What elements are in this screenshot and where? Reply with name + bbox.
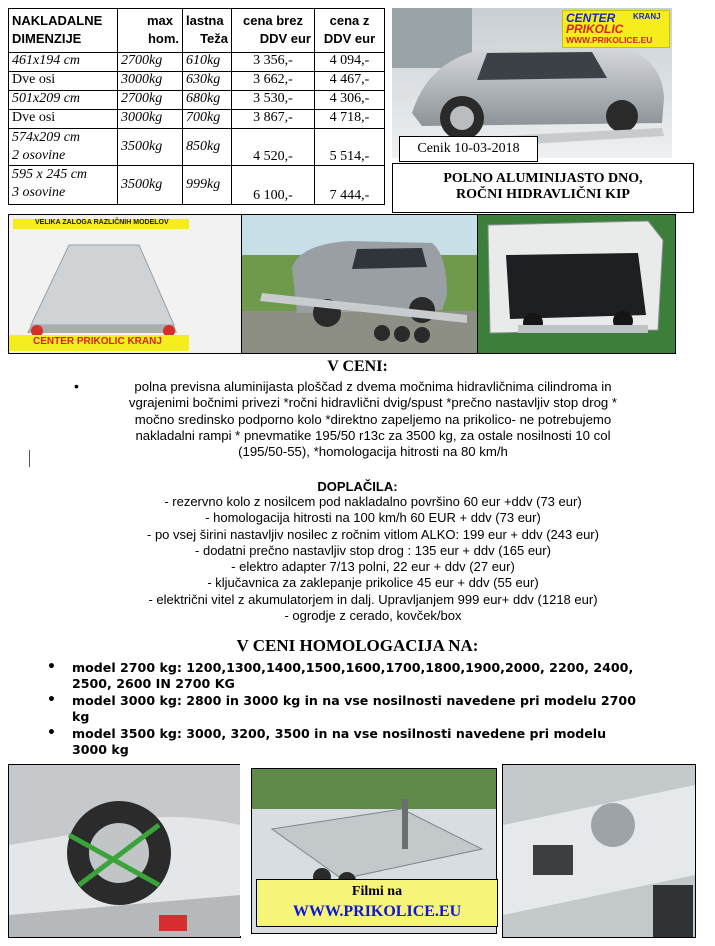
cell-teza: 680kg [183,91,232,110]
v-ceni-line: nakladalni rampi * pnevmatike 195/50 r13c za 3500 kg, za ostale nosilnosti 10 col [135,427,611,443]
trailer-bed-bottom-caption: CENTER PRIKOLIC KRANJ [33,336,162,347]
cell-teza: 999kg [183,166,232,205]
cell-max: 3000kg [118,110,183,129]
v-ceni-heading: V CENI: [327,358,388,375]
doplacila-item: - ogrodje z cerado, kovček/box [284,608,462,624]
cell-cena-z: 4 467,- [315,72,385,91]
winch-image [503,765,695,937]
table-row [9,166,385,205]
cell-cena-brez: 6 100,- [232,166,315,205]
v-ceni-line: polna previsna aluminijasta ploščad z dvema močnima hidravličnima cilindroma in [134,379,612,394]
wheel-strap-photo [8,764,241,938]
feature-title-line1: POLNO ALUMINIJASTO DNO, [443,171,643,186]
van-on-trailer-image [242,215,478,353]
cell-dim: 461x194 cm [9,53,118,72]
cell-cena-z: 5 514,- [315,129,385,166]
homologacija-heading: V CENI HOMOLOGACIJA NA: [236,636,479,655]
cell-cena-z: 4 306,- [315,91,385,110]
filmi-url[interactable]: WWW.PRIKOLICE.EU [292,903,462,920]
cenik-label: Cenik 10-03-2018 [399,136,538,162]
cell-max: 3500kg [118,129,183,166]
homologacija-item: • model 3500 kg: 3000, 3200, 3500 in na vse nosilnosti navedene pri modelu 3000 kg [55,726,695,758]
cell-cena-brez: 3 356,- [232,53,315,72]
cell-dim: 501x209 cm [9,91,118,110]
header-cena-z: cena z DDV eur [315,9,385,53]
cell-dim: 595 x 245 cm 3 osovine [9,166,118,205]
cell-max: 2700kg [118,91,183,110]
cell-cena-z: 4 094,- [315,53,385,72]
filmi-box [256,879,498,927]
cell-teza: 630kg [183,72,232,91]
doplacila-heading: DOPLAČILA: [317,479,398,494]
header-max: max hom. [118,9,183,53]
cell-max: 3000kg [118,72,183,91]
covered-trailer-photo [477,214,676,354]
logo-prikolic: PRIKOLIC [566,22,624,36]
cell-teza: 850kg [183,129,232,166]
doplacila-item: - po vsej širini nastavljiv nosilec z ročnim vitlom ALKO: 199 eur + ddv (243 eur) [147,526,599,542]
table-header-row [9,9,385,53]
cell-dim: 574x209 cm 2 osovine [9,129,118,166]
header-dimenzije: NAKLADALNE DIMENZIJE [9,9,118,53]
cell-cena-brez: 3 867,- [232,110,315,129]
text-cursor [29,450,30,467]
cell-teza: 610kg [183,53,232,72]
header-teza: lastna Teža [183,9,232,53]
logo-url: WWW.PRIKOLICE.EU [566,35,653,45]
cell-cena-z: 7 444,- [315,166,385,205]
price-table [8,8,385,205]
doplacila-item: - rezervno kolo z nosilcem pod nakladalno površino 60 eur +ddv (73 eur) [164,494,582,509]
table-row [9,129,385,166]
v-ceni-line: (195/50-55), *homologacija hitrosti na 80 km/h [238,444,508,460]
aluminium-trailer-photo [240,764,501,936]
doplacila-item: - ključavnica za zaklepanje prikolice 45 eur + ddv (55 eur) [207,575,539,591]
table-row [9,110,385,129]
v-ceni-line: vgrajenimi bočnimi privezi *ročni hidravlični dvig/spust *prečno nastavljiv stop drog * [128,395,618,411]
cell-cena-brez: 3 662,- [232,72,315,91]
cell-cena-brez: 3 530,- [232,91,315,110]
table-row [9,72,385,91]
wheel-strap-image [9,765,240,937]
trailer-bed-image [9,215,241,353]
v-ceni-bullet: • [74,378,79,394]
homologacija-item: • model 3000 kg: 2800 in 3000 kg in na vse nosilnosti navedene pri modelu 2700 kg [55,693,695,725]
cell-dim: Dve osi [9,72,118,91]
doplacila-list [64,494,682,624]
van-on-trailer-photo [241,214,479,354]
logo [562,10,670,48]
cell-teza: 700kg [183,110,232,129]
v-ceni-text [64,379,682,460]
table-row [9,53,385,72]
cell-dim: Dve osi [9,110,118,129]
doplacila-item: - homologacija hitrosti na 100 km/h 60 EUR + ddv (73 eur) [205,510,541,526]
doplacila-item: - elektro adapter 7/13 polni, 22 eur + ddv (27 eur) [231,559,515,575]
cell-max: 2700kg [118,53,183,72]
doplacila-item: - dodatni prečno nastavljiv stop drog : 135 eur + ddv (165 eur) [195,542,551,558]
table-row [9,91,385,110]
filmi-label: Filmi na [351,884,403,899]
homologacija-list [55,660,695,759]
trailer-bed-photo [8,214,242,354]
homologacija-item: • model 2700 kg: 1200,1300,1400,1500,1600,1700,1800,1900,2000, 2200, 2400, 2500, 2600 IN 2700 KG [55,660,695,692]
cell-max: 3500kg [118,166,183,205]
v-ceni-line: močno sredinsko podporno kolo *direktno zapeljemo na prikolico- ne potrebujemo [134,411,612,427]
doplacila-item: - električni vitel z akumulatorjem in dalj. Upravljanjem 999 eur+ ddv (1218 eur) [148,591,598,607]
header-cena-brez: cena brez DDV eur [232,9,315,53]
logo-center: CENTER [566,11,616,25]
trailer-bed-top-caption: VELIKA ZALOGA RAZLIČNIH MODELOV [35,219,169,226]
cell-cena-brez: 4 520,- [232,129,315,166]
feature-title-box [392,163,694,213]
cell-cena-z: 4 718,- [315,110,385,129]
winch-photo [502,764,696,938]
feature-title-line2: ROČNI HIDRAVLIČNI KIP [456,187,630,202]
logo-kranj: KRANJ [633,12,661,21]
covered-trailer-image [478,215,675,353]
